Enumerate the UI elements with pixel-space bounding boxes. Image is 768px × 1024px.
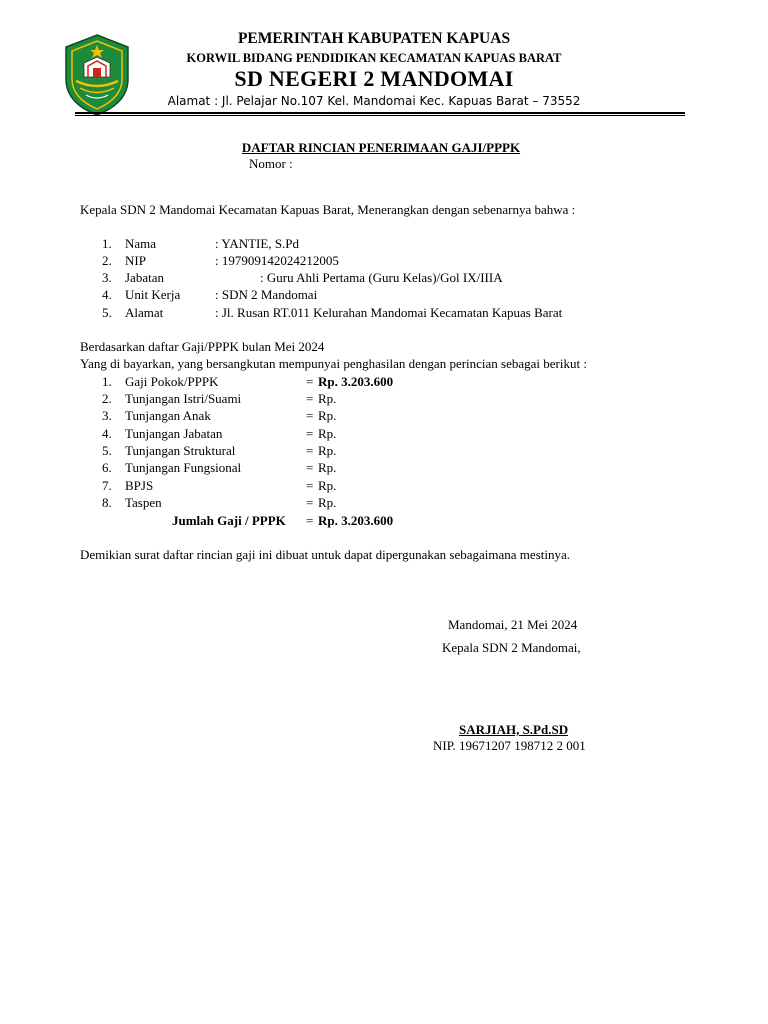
salary-basis-text: Berdasarkan daftar Gaji/PPPK bulan Mei 2024 xyxy=(80,339,325,354)
salary-eq: = xyxy=(306,426,314,441)
identity-label: Jabatan xyxy=(125,270,164,285)
signature-nip: NIP. 19671207 198712 2 001 xyxy=(433,738,586,753)
identity-value: : Jl. Rusan RT.011 Kelurahan Mandomai Kecamatan Kapuas Barat xyxy=(215,305,563,320)
salary-label: Tunjangan Istri/Suami xyxy=(125,391,242,406)
identity-num: 5. xyxy=(102,305,112,320)
identity-label: Nama xyxy=(125,236,157,251)
salary-value: Rp. 3.203.600 xyxy=(318,374,394,389)
salary-num: 8. xyxy=(102,495,112,510)
signature-place-date: Mandomai, 21 Mei 2024 xyxy=(448,617,578,632)
identity-value: : YANTIE, S.Pd xyxy=(215,236,300,251)
salary-label: Tunjangan Anak xyxy=(125,408,211,423)
salary-num: 3. xyxy=(102,408,112,423)
salary-value: Rp. xyxy=(318,460,337,475)
salary-value: Rp. xyxy=(318,426,337,441)
salary-num: 6. xyxy=(102,460,112,475)
identity-num: 1. xyxy=(102,236,112,251)
identity-value: : Guru Ahli Pertama (Guru Kelas)/Gol IX/IIIA xyxy=(260,270,503,285)
header-department: KORWIL BIDANG PENDIDIKAN KECAMATAN KAPUAS BARAT xyxy=(186,51,562,65)
salary-paid-text: Yang di bayarkan, yang bersangkutan mempunyai penghasilan dengan perincian sebagai berikut : xyxy=(80,356,587,371)
salary-label: BPJS xyxy=(125,478,154,493)
salary-num: 2. xyxy=(102,391,112,406)
identity-label: Alamat xyxy=(125,305,164,320)
salary-label: Tunjangan Struktural xyxy=(125,443,236,458)
salary-eq: = xyxy=(306,408,314,423)
salary-value: Rp. xyxy=(318,408,337,423)
header-government: PEMERINTAH KABUPATEN KAPUAS xyxy=(237,30,511,47)
salary-value: Rp. xyxy=(318,495,337,510)
salary-eq: = xyxy=(306,495,314,510)
intro-paragraph: Kepala SDN 2 Mandomai Kecamatan Kapuas Barat, Menerangkan dengan sebenarnya bahwa : xyxy=(80,202,576,217)
salary-value: Rp. xyxy=(318,443,337,458)
identity-value: : SDN 2 Mandomai xyxy=(215,287,318,302)
identity-label: Unit Kerja xyxy=(125,287,181,302)
identity-num: 3. xyxy=(102,270,112,285)
header-school-name: SD NEGERI 2 MANDOMAI xyxy=(234,66,514,91)
salary-label: Tunjangan Jabatan xyxy=(125,426,223,441)
closing-paragraph: Demikian surat daftar rincian gaji ini dibuat untuk dapat dipergunakan sebagaimana mestinya. xyxy=(80,547,570,562)
identity-value: : 197909142024212005 xyxy=(215,253,339,268)
document-number: Nomor : xyxy=(249,156,293,171)
identity-num: 4. xyxy=(102,287,112,302)
salary-num: 1. xyxy=(102,374,112,389)
salary-total-value: Rp. 3.203.600 xyxy=(318,513,394,528)
salary-num: 4. xyxy=(102,426,112,441)
salary-label: Taspen xyxy=(125,495,162,510)
salary-eq: = xyxy=(306,374,314,389)
salary-label: Tunjangan Fungsional xyxy=(125,460,242,475)
salary-total-eq: = xyxy=(306,513,314,528)
salary-eq: = xyxy=(306,460,314,475)
header-divider-thick xyxy=(75,112,685,114)
salary-label: Gaji Pokok/PPPK xyxy=(125,374,219,389)
salary-value: Rp. xyxy=(318,478,337,493)
salary-eq: = xyxy=(306,391,314,406)
salary-num: 5. xyxy=(102,443,112,458)
salary-eq: = xyxy=(306,478,314,493)
header-address: Alamat : Jl. Pelajar No.107 Kel. Mandomai Kec. Kapuas Barat – 73552 xyxy=(167,94,581,108)
identity-label: NIP xyxy=(125,253,146,268)
document-title: DAFTAR RINCIAN PENERIMAAN GAJI/PPPK xyxy=(241,140,521,155)
signature-position: Kepala SDN 2 Mandomai, xyxy=(442,640,581,655)
salary-total-label: Jumlah Gaji / PPPK xyxy=(172,513,286,528)
signature-name: SARJIAH, S.Pd.SD xyxy=(459,722,569,737)
salary-value: Rp. xyxy=(318,391,337,406)
salary-num: 7. xyxy=(102,478,112,493)
header-divider-thin xyxy=(75,115,685,116)
identity-num: 2. xyxy=(102,253,112,268)
salary-eq: = xyxy=(306,443,314,458)
